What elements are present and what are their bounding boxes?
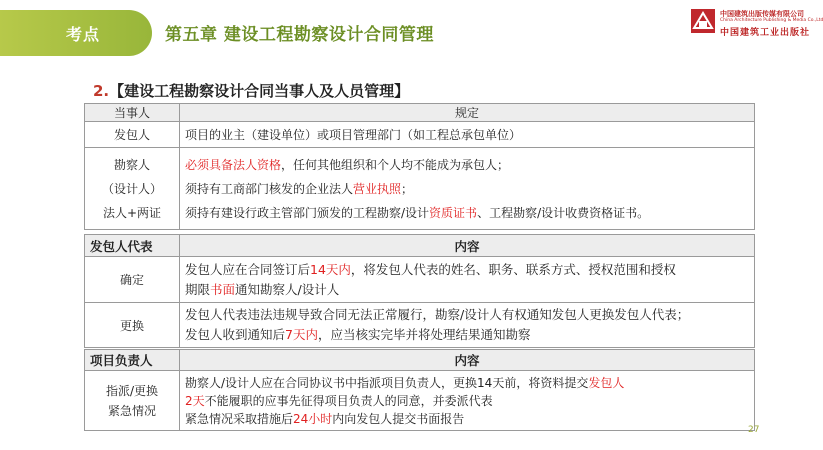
content-line (185, 201, 749, 225)
role-cell (85, 371, 180, 431)
content-text: 紧急情况采取措施后 (185, 411, 294, 426)
table-row (85, 303, 755, 348)
content-line (185, 325, 749, 345)
content-text: 须持有工商部门核发的企业法人 (185, 181, 354, 196)
topic-label: 考点 (66, 25, 101, 44)
section-number: 2. (93, 82, 110, 100)
section-title (93, 80, 409, 101)
table-row (85, 148, 755, 230)
publisher-logo (690, 6, 823, 46)
content-line (185, 392, 749, 410)
content-text: ，任何其他组织和个人均不能成为承包人； (281, 157, 510, 172)
party-table-header-rule: 规定 (180, 104, 755, 122)
slide-header (0, 0, 823, 66)
content-text: 内向发包人提交书面报告 (332, 411, 465, 426)
content-text: ，应当核实完毕并将处理结果通知勘察 (317, 327, 531, 342)
content-cell (180, 303, 755, 348)
chapter-title: 第五章 建设工程勘察设计合同管理 (165, 25, 434, 45)
content-text: 发包人收到通知后 (185, 327, 286, 342)
highlighted-text: 14天内 (310, 261, 351, 277)
content-line (185, 374, 749, 392)
highlighted-text: 必须具备法人资格 (185, 157, 282, 172)
logo-en-name: China Architecture Publishing & Media Co.,Ltd (720, 18, 823, 23)
content-cell (180, 148, 755, 230)
highlighted-text: 7天内 (285, 327, 318, 342)
highlighted-text: 2天 (185, 393, 205, 408)
content-line (185, 123, 749, 147)
content-line (185, 260, 749, 280)
content-text: 、工程勘察/设计收费资格证书。 (477, 205, 650, 220)
table-row (85, 257, 755, 303)
content-text: 项目的业主（建设单位）或项目管理部门（如工程总承包单位） (185, 127, 522, 142)
client-representative-table (84, 234, 755, 348)
role-cell (85, 303, 180, 348)
table-row (85, 371, 755, 431)
highlighted-text: 发包人 (588, 375, 625, 390)
content-line (185, 177, 749, 201)
logo-cn-name: 中国建筑出版传媒有限公司 (720, 10, 804, 18)
publisher-logo-icon (690, 8, 716, 34)
highlighted-text: 书面 (210, 281, 236, 297)
content-line (185, 410, 749, 428)
content-text: 不能履职的应事先征得项目负责人的同意，并委派代表 (204, 393, 493, 408)
client-rep-header-role: 发包人代表 (85, 235, 180, 257)
party-table (84, 103, 755, 230)
role-cell (85, 122, 180, 148)
content-text: 发包人应在合同签订后 (185, 261, 311, 277)
role-label: （设计人） (101, 181, 162, 196)
project-manager-header-role: 项目负责人 (85, 350, 180, 371)
content-line (185, 153, 749, 177)
highlighted-text: 24小时 (293, 411, 333, 426)
role-label: 指派/更换 (105, 383, 159, 398)
role-label: 确定 (119, 273, 144, 287)
section-heading: 【建设工程勘察设计合同当事人及人员管理】 (109, 82, 410, 100)
role-label: 紧急情况 (107, 403, 156, 418)
content-text: ，将发包人代表的姓名、职务、联系方式、授权范围和授权 (350, 261, 676, 277)
logo-script-name: 中国建筑工业出版社 (720, 28, 811, 38)
content-cell (180, 122, 755, 148)
highlighted-text: 资质证书 (429, 205, 478, 220)
content-text: 通知勘察人/设计人 (235, 281, 340, 297)
project-manager-table (84, 349, 755, 431)
table-row (85, 122, 755, 148)
content-text: ； (401, 181, 414, 196)
content-line (185, 280, 749, 300)
content-text: 须持有建设行政主管部门颁发的工程勘察/设计 (185, 205, 430, 220)
content-text: 期限 (185, 281, 211, 297)
content-line (185, 305, 749, 325)
content-cell (180, 257, 755, 303)
content-text: 勘察人/设计人应在合同协议书中指派项目负责人，更换14天前，将资料提交 (185, 375, 589, 390)
role-cell (85, 148, 180, 230)
party-table-header-role: 当事人 (85, 104, 180, 122)
page-number: 27 (748, 425, 760, 435)
project-manager-header-content: 内容 (180, 350, 755, 371)
role-label: 发包人 (113, 127, 150, 142)
role-label: 更换 (119, 318, 144, 333)
highlighted-text: 营业执照 (353, 181, 402, 196)
role-label: 勘察人 (113, 157, 150, 172)
role-cell (85, 257, 180, 303)
content-cell (180, 371, 755, 431)
topic-tab (0, 10, 152, 56)
client-rep-header-content: 内容 (180, 235, 755, 257)
role-label: 法人+两证 (102, 205, 162, 220)
content-text: 发包人代表违法违规导致合同无法正常履行，勘察/设计人有权通知发包人更换发包人代表； (185, 307, 690, 322)
